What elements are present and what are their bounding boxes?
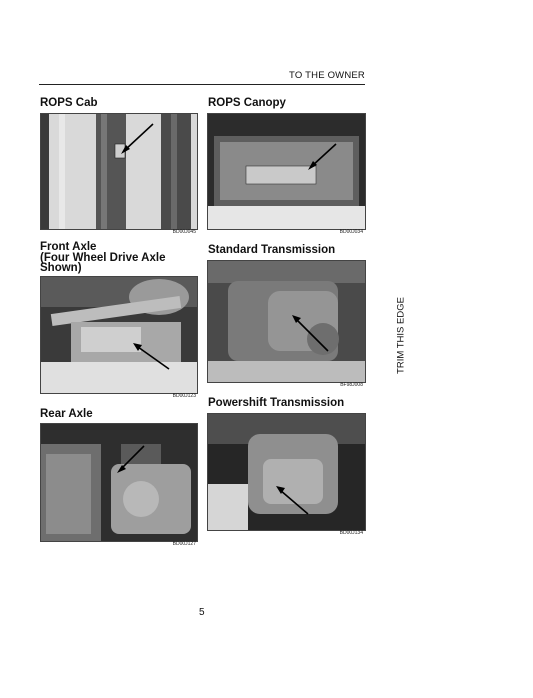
trim-edge-text: TRIM THIS EDGE <box>395 297 407 374</box>
powershift-transmission-title: Powershift Transmission <box>208 397 345 409</box>
rops-canopy-code: BD00J034 <box>339 229 363 235</box>
standard-transmission-code: BF98J008 <box>340 382 363 388</box>
front-axle-title-line3: Shown) <box>40 262 82 274</box>
page-number: 5 <box>199 607 205 618</box>
rear-axle-code: BD00J127 <box>172 541 196 547</box>
powershift-transmission-photo <box>207 413 366 531</box>
rops-cab-title: ROPS Cab <box>40 97 98 109</box>
rops-cab-photo <box>40 113 198 230</box>
front-axle-code: BD00J123 <box>172 393 196 399</box>
rops-canopy-photo <box>207 113 366 230</box>
header-divider <box>39 84 365 85</box>
front-axle-photo <box>40 276 198 394</box>
powershift-transmission-code: BD00J134 <box>339 530 363 536</box>
standard-transmission-photo <box>207 260 366 383</box>
rear-axle-photo <box>40 423 198 542</box>
front-axle-title <box>40 242 165 274</box>
section-title: TO THE OWNER <box>289 70 365 81</box>
standard-transmission-title: Standard Transmission <box>208 244 336 256</box>
rear-axle-title: Rear Axle <box>40 408 93 420</box>
front-axle-title-line1: Front Axle <box>40 241 97 253</box>
rops-cab-code: BD00J045 <box>172 229 196 235</box>
front-axle-title-line2: (Four Wheel Drive Axle <box>40 251 166 264</box>
rops-canopy-title: ROPS Canopy <box>208 97 286 109</box>
